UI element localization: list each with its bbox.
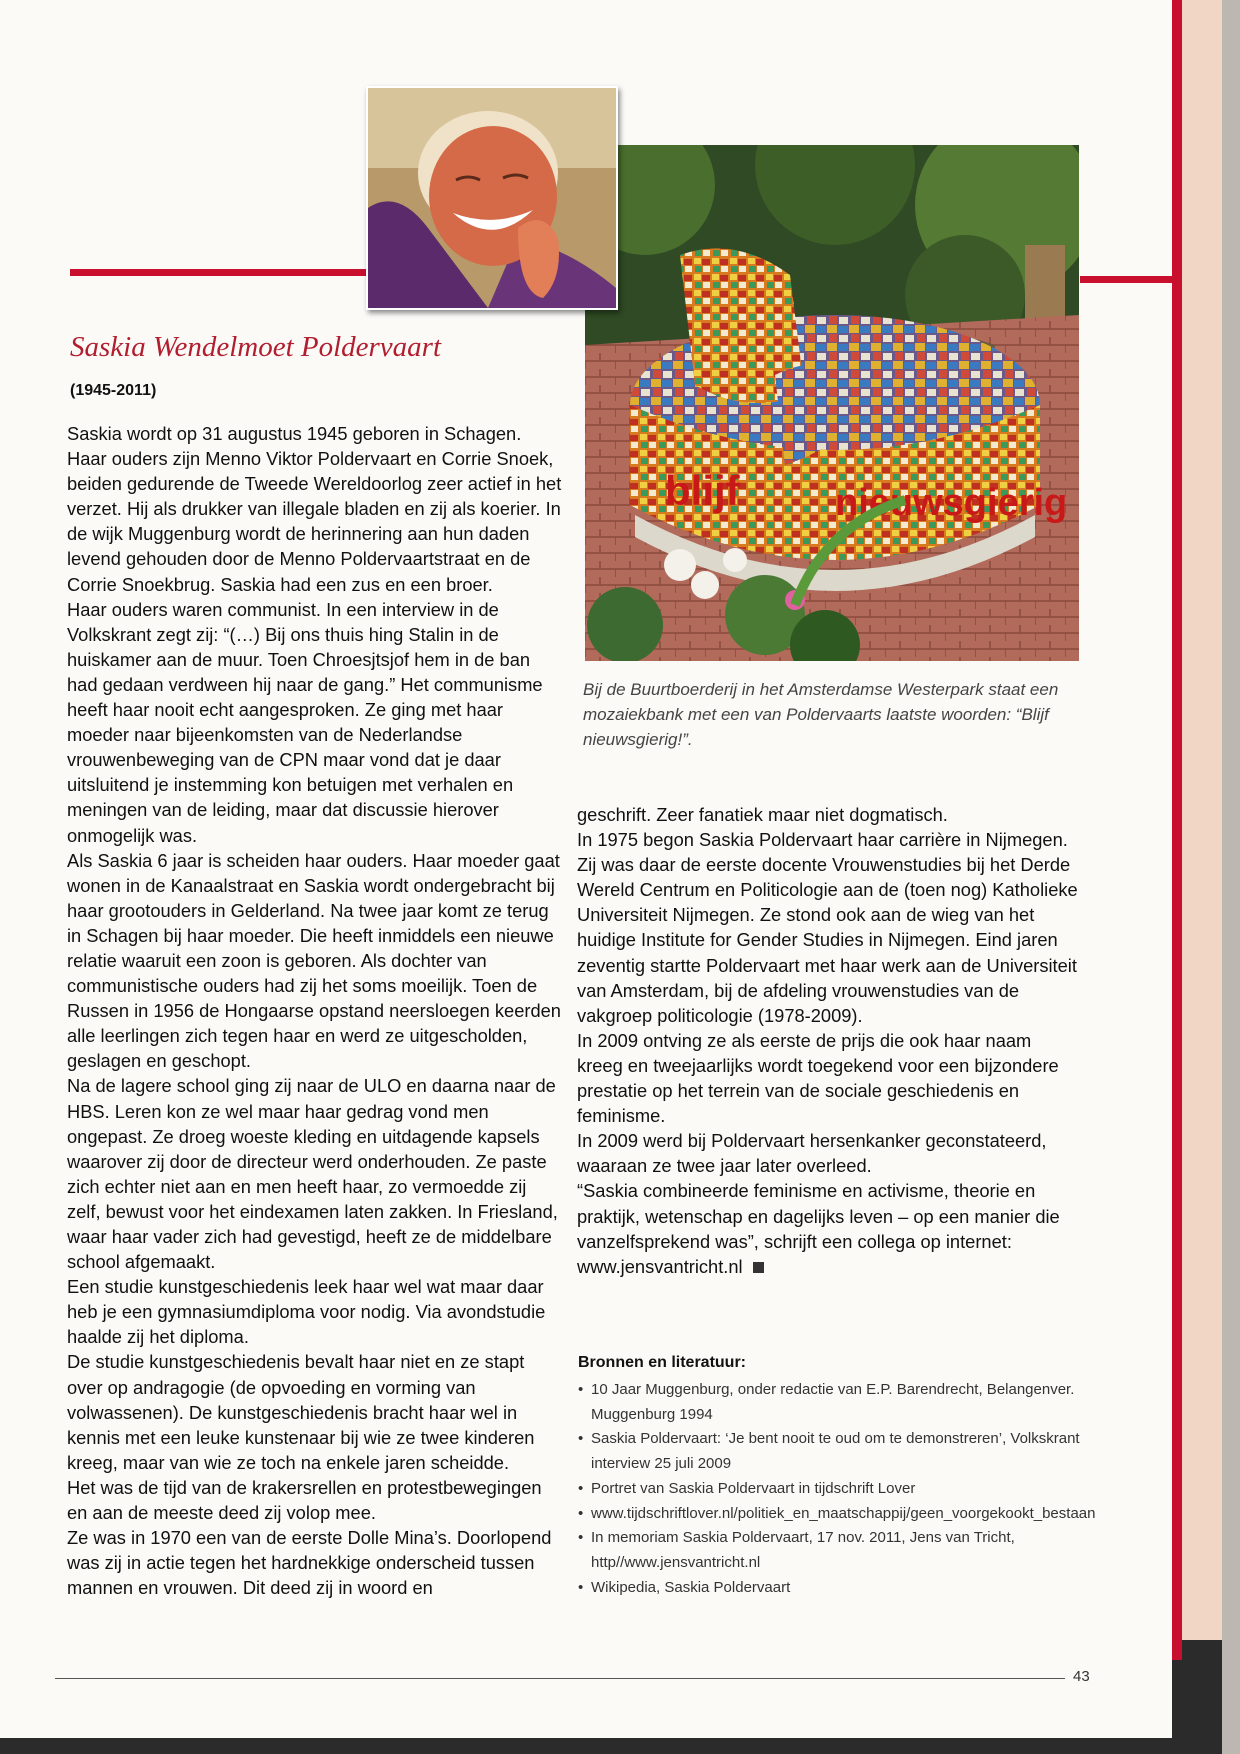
- bench-word-nieuwsgierig: nieuwsgierig: [835, 482, 1068, 524]
- list-item: • Wikipedia, Saskia Poldervaart: [578, 1576, 1088, 1601]
- article-years: (1945-2011): [70, 382, 157, 399]
- red-rule-left: [70, 269, 378, 276]
- sources-heading: Bronnen en literatuur:: [578, 1354, 747, 1371]
- mosaic-bench-photo: [585, 145, 1079, 661]
- paragraph: Als Saskia 6 jaar is scheiden haar ouders. Haar moeder gaat wonen in de Kanaalstraat en Saskia wordt ondergebracht bij haar grootouders in Gelderland. Na twee jaar komt ze terug in Schagen bij haar moeder. Die heeft inmiddels een nieuwe relatie waaruit een zoon is geboren. Als dochter van communistische ouders had zij het soms moeilijk. Toen de Russen in 1956 de Hongaarse opstand neersloegen keerden alle leerlingen zich tegen haar en werd ze uitgescholden, geslagen en geschopt.: [67, 849, 561, 1072]
- end-mark-icon: [753, 1262, 764, 1273]
- footer-rule: [55, 1678, 1065, 1679]
- paragraph: Na de lagere school ging zij naar de ULO en daarna naar de HBS. Leren kon ze wel maar haar gedrag vond men ongepast. Ze droeg woeste kleding en uitdagende kapsels waarover zij door de directeur werd onderhouden. Ze paste zich echter niet aan en men heeft haar, zo vermoedde zij zelf, bewust voor het eindexamen laten zakken. In Friesland, waar haar vader zich had gevestigd, heeft ze de middelbare school afgemaakt.: [67, 1075, 558, 1273]
- paragraph: Een studie kunstgeschiedenis leek haar wel wat maar daar heb je een gymnasiumdiploma voor nodig. Via avondstudie haalde zij het diploma.: [67, 1276, 546, 1348]
- left-column: [67, 421, 562, 1600]
- website-text: www.jensvantricht.nl: [577, 1255, 743, 1277]
- list-item: • www.tijdschriftlover.nl/politiek_en_maatschappij/geen_voorgekookt_bestaan: [578, 1502, 1088, 1527]
- page-number: 43: [1073, 1668, 1090, 1685]
- list-item: • In memoriam Saskia Poldervaart, 17 nov. 2011, Jens van Tricht, http//www.jensvantricht.nl: [578, 1526, 1088, 1575]
- paragraph: De studie kunstgeschiedenis bevalt haar niet en ze stapt over op andragogie (de opvoeding en vorming van volwassenen). De kunstgeschiedenis bracht haar wel in kennis met een leuke kunstenaar bij wie ze twee kinderen kreeg, maar van wie ze toch na enkele jaren scheidde.: [67, 1351, 535, 1473]
- list-item: • Saskia Poldervaart: ‘Je bent nooit te oud om te demonstreren’, Volkskrant interview 25 juli 2009: [578, 1427, 1088, 1476]
- list-item: • Portret van Saskia Poldervaart in tijdschrift Lover: [578, 1477, 1088, 1502]
- paragraph: Haar ouders waren communist. In een interview in de Volkskrant zegt zij: “(…) Bij ons thuis hing Stalin in de huiskamer aan de muur. Toen Chroesjtsjof hem in de ban had gedaan verdween hij naar de gang.” Het communisme heeft haar nooit echt aangesproken. Ze ging met haar moeder naar bijeenkomsten van de Nederlandse vrouwenbeweging van de CPN maar vond dat je daar uitsluitend je instemming kon betuigen met verhalen en meningen van de leiding, maar dat discussie hierover onmogelijk was.: [67, 598, 543, 846]
- last-line: [577, 1254, 1082, 1279]
- scan-background: [1222, 0, 1240, 1754]
- paragraph: In 2009 werd bij Poldervaart hersenkanker geconstateerd, waaraan ze twee jaar later overleed.: [577, 1130, 1047, 1177]
- paragraph: Het was de tijd van de krakersrellen en protestbewegingen en aan de meeste deed zij volop mee.: [67, 1476, 542, 1524]
- page-edge-underlay: [1182, 0, 1222, 1640]
- paragraph: geschrift. Zeer fanatiek maar niet dogmatisch.: [577, 804, 948, 825]
- paragraph: Ze was in 1970 een van de eerste Dolle Mina’s. Doorlopend was zij in actie tegen het hardnekkige onderscheid tussen mannen en vrouwen. Dit deed zij in woord en: [67, 1527, 552, 1599]
- paragraph: In 2009 ontving ze als eerste de prijs die ook haar naam kreeg en tweejaarlijks wordt toegekend voor een bijzondere prestatie op het terrein van de sociale geschiedenis en feminisme.: [577, 1029, 1059, 1127]
- photo-caption: Bij de Buurtboerderij in het Amsterdamse Westerpark staat een mozaiekbank met een van Poldervaarts laatste woorden: “Blijf nieuwsgierig!”.: [583, 680, 1059, 749]
- portrait-photo: [366, 86, 618, 310]
- article-title: Saskia Wendelmoet Poldervaart: [70, 331, 442, 363]
- sources-list: [578, 1378, 1096, 1600]
- page-edge-red: [1172, 0, 1182, 1660]
- list-item: • 10 Jaar Muggenburg, onder redactie van E.P. Barendrecht, Belangenver. Muggenburg 1994: [578, 1378, 1088, 1427]
- red-rule-right: [1080, 276, 1172, 283]
- paragraph: Saskia wordt op 31 augustus 1945 geboren in Schagen. Haar ouders zijn Menno Viktor Poldervaart en Corrie Snoek, beiden gedurende de Tweede Wereldoorlog zeer actief in het verzet. Hij als drukker van illegale bladen en zij als koerier. In de wijk Muggenburg wordt de herinnering aan hun daden levend gehouden door de Menno Poldervaartstraat en de Corrie Snoekbrug. Saskia had een zus en een broer.: [67, 423, 562, 595]
- paragraph: “Saskia combineerde feminisme en activisme, theorie en praktijk, wetenschap en dagelijks leven – op een manier die vanzelfsprekend was”, schrijft een collega op internet:: [577, 1180, 1060, 1252]
- right-column: [577, 802, 1082, 1279]
- bench-word-blijf: blijf: [665, 467, 740, 514]
- paragraph: In 1975 begon Saskia Poldervaart haar carrière in Nijmegen. Zij was daar de eerste docente Vrouwenstudies bij het Derde Wereld Centrum en Politicologie aan de (toen nog) Katholieke Universiteit Nijmegen. Ze stond ook aan de wieg van het huidige Institute for Gender Studies in Nijmegen. Eind jaren zeventig startte Poldervaart met haar werk aan de Universiteit van Amsterdam, bij de afdeling vrouwenstudies van de vakgroep politicologie (1978-2009).: [577, 829, 1078, 1026]
